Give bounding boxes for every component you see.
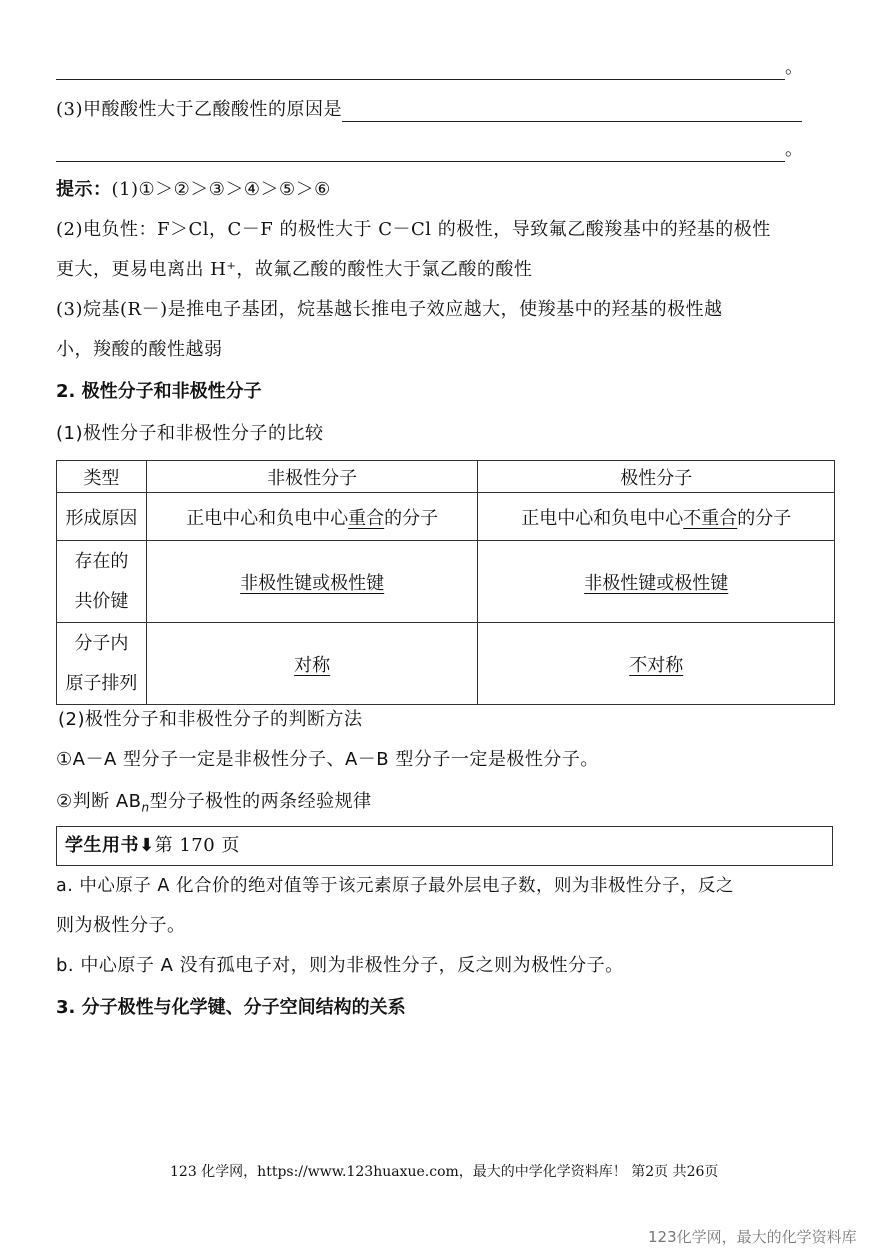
rule-a-line-2: 则为极性分子。 [56, 915, 186, 936]
row-label [57, 541, 147, 623]
blank [342, 101, 802, 122]
hint-1 [56, 178, 331, 202]
page-footer: 123 化学网，https://www.123huaxue.com，最大的中学化学资料库！ 第2页 共26页 [170, 1164, 719, 1180]
header-cell: 非极性分子 [146, 461, 478, 493]
hint-3-line-2: 小，羧酸的酸性越弱 [56, 339, 223, 360]
table-header-row [57, 461, 835, 493]
underlined-answer: 重合 [348, 507, 385, 529]
rule-a-line-1: a. 中心原子 A 化合价的绝对值等于该元素原子最外层电子数，则为非极性分子，反之 [56, 876, 734, 896]
row-label-line: 分子内 [74, 632, 129, 654]
section-2-sub-2: (2)极性分子和非极性分子的判断方法 [58, 709, 363, 730]
underlined-answer: 不重合 [683, 507, 738, 529]
table-cell [478, 493, 835, 541]
rule-1: ①A－A 型分子一定是非极性分子、A－B 型分子一定是极性分子。 [56, 749, 599, 770]
rule-b: b. 中心原子 A 没有孤电子对，则为非极性分子，反之则为极性分子。 [56, 955, 624, 976]
cell-text: 正电中心和负电中心 [186, 507, 349, 529]
down-arrow-icon: ⬇ [139, 835, 155, 856]
box-label: 学生用书 [65, 835, 139, 856]
blank [56, 59, 785, 80]
textbook-page-box [56, 826, 833, 866]
table-cell [146, 623, 478, 705]
table-row [57, 493, 835, 541]
table-cell [478, 541, 835, 623]
question-3-label: (3)甲酸酸性大于乙酸酸性的原因是 [56, 99, 342, 120]
table-cell [146, 493, 478, 541]
question-3 [56, 98, 802, 122]
row-label-line: 共价键 [74, 590, 129, 612]
blank [56, 141, 785, 162]
end-mark: 。 [785, 57, 804, 78]
header-cell: 极性分子 [478, 461, 835, 493]
hint-label: 提示： [56, 179, 112, 200]
rule-2-text: 型分子极性的两条经验规律 [149, 791, 372, 812]
hint-2-line-2: 更大，更易电离出 H⁺，故氟乙酸的酸性大于氯乙酸的酸性 [56, 259, 533, 280]
hint-1-text: (1)①＞②＞③＞④＞⑤＞⑥ [111, 179, 331, 200]
table-cell [146, 541, 478, 623]
header-cell: 类型 [57, 461, 147, 493]
cell-text: 的分子 [737, 507, 792, 529]
rule-2 [56, 790, 372, 820]
section-2-sub-1: (1)极性分子和非极性分子的比较 [56, 423, 324, 444]
subscript-n: n [141, 800, 150, 815]
section-3-title: 3. 分子极性与化学键、分子空间结构的关系 [56, 997, 406, 1018]
row-label: 形成原因 [57, 493, 147, 541]
row-label-line: 存在的 [74, 550, 129, 572]
table-cell [478, 623, 835, 705]
row-label-line: 原子排列 [65, 672, 138, 694]
end-mark: 。 [785, 139, 804, 160]
cell-text: 正电中心和负电中心 [521, 507, 684, 529]
row-label [57, 623, 147, 705]
answer-blank-line-2 [56, 138, 804, 162]
underlined-answer: 非极性键或极性键 [240, 572, 385, 594]
cell-text: 的分子 [384, 507, 439, 529]
table-row [57, 541, 835, 623]
answer-blank-line-1 [56, 56, 804, 80]
hint-3-line-1: (3)烷基(R－)是推电子基团，烷基越长推电子效应越大，使羧基中的羟基的极性越 [56, 299, 723, 320]
comparison-table [56, 460, 835, 705]
rule-2-text: ②判断 AB [56, 791, 142, 812]
hint-2-line-1: (2)电负性：F＞Cl，C－F 的极性大于 C－Cl 的极性，导致氟乙酸羧基中的羟基的极性 [56, 219, 771, 240]
box-page: 第 170 页 [154, 835, 240, 856]
table-row [57, 623, 835, 705]
watermark: 123化学网，最大的化学资料库 [648, 1228, 857, 1246]
section-2-title: 2. 极性分子和非极性分子 [56, 381, 262, 402]
underlined-answer: 非极性键或极性键 [584, 572, 729, 594]
underlined-answer: 不对称 [629, 654, 684, 676]
underlined-answer: 对称 [294, 654, 331, 676]
